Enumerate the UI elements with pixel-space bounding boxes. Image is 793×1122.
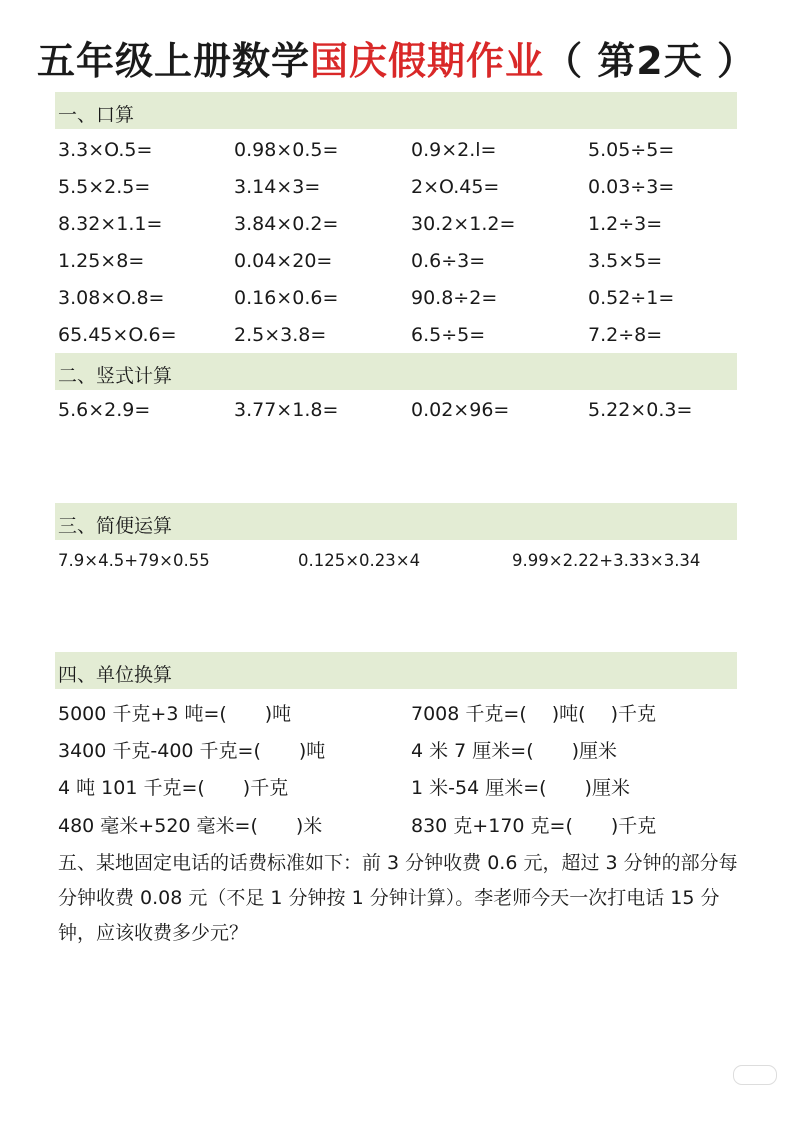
- simplify-item: 9.99×2.22+3.33×3.34: [512, 551, 701, 570]
- section-heading-vertical: 二、竖式计算: [58, 365, 173, 387]
- oral-row: [0, 287, 793, 323]
- oral-item: 2×O.45=: [411, 176, 500, 198]
- simplify-item: 7.9×4.5+79×0.55: [58, 551, 210, 570]
- units-item: 3400 千克-400 千克=( )吨: [58, 740, 326, 762]
- oral-item: 0.98×0.5=: [234, 139, 339, 161]
- oral-item: 0.52÷1=: [588, 287, 675, 309]
- oral-item: 0.03÷3=: [588, 176, 675, 198]
- watermark-badge: [733, 1065, 777, 1085]
- word-problem: 五、某地固定电话的话费标准如下：前 3 分钟收费 0.6 元，超过 3 分钟的部分每分钟收费 0.08 元（不足 1 分钟按 1 分钟计算）。李老师今天一次打电话 15 分钟，应该收费多少元？: [58, 852, 738, 944]
- oral-item: 3.5×5=: [588, 250, 663, 272]
- oral-item: 0.04×20=: [234, 250, 333, 272]
- oral-item: 3.08×O.8=: [58, 287, 165, 309]
- vertical-item: 5.6×2.9=: [58, 399, 151, 421]
- vertical-item: 3.77×1.8=: [234, 399, 339, 421]
- units-row: [0, 699, 793, 735]
- oral-item: 90.8÷2=: [411, 287, 498, 309]
- title-red: 国庆假期作业: [310, 39, 545, 83]
- units-item: 1 米-54 厘米=( )厘米: [411, 777, 630, 799]
- oral-item: 2.5×3.8=: [234, 324, 327, 346]
- oral-item: 3.84×0.2=: [234, 213, 339, 235]
- oral-item: 6.5÷5=: [411, 324, 486, 346]
- section-bar-oral: [55, 92, 737, 129]
- units-row: [0, 773, 793, 809]
- oral-item: 5.5×2.5=: [58, 176, 151, 198]
- units-item: 7008 千克=( )吨( )千克: [411, 703, 657, 725]
- page-title: [0, 30, 793, 85]
- oral-item: 7.2÷8=: [588, 324, 663, 346]
- units-item: 5000 千克+3 吨=( )吨: [58, 703, 292, 725]
- section-heading-units: 四、单位换算: [58, 664, 173, 686]
- title-suffix: （ 第2天 ）: [544, 39, 756, 83]
- section-heading-oral: 一、口算: [58, 104, 135, 126]
- title-black: 五年级上册数学: [37, 39, 311, 83]
- units-item: 830 克+170 克=( )千克: [411, 815, 657, 837]
- units-item: 4 吨 101 千克=( )千克: [58, 777, 289, 799]
- simplify-row: [0, 551, 793, 587]
- vertical-item: 0.02×96=: [411, 399, 510, 421]
- oral-row: [0, 213, 793, 249]
- oral-item: 5.05÷5=: [588, 139, 675, 161]
- vertical-item: 5.22×0.3=: [588, 399, 693, 421]
- oral-item: 0.6÷3=: [411, 250, 486, 272]
- oral-item: 0.9×2.l=: [411, 139, 497, 161]
- oral-item: 30.2×1.2=: [411, 213, 516, 235]
- units-item: 480 毫米+520 毫米=( )米: [58, 815, 323, 837]
- oral-row: [0, 139, 793, 175]
- oral-row: [0, 176, 793, 212]
- section-heading-simplify: 三、简便运算: [58, 515, 173, 537]
- oral-item: 1.25×8=: [58, 250, 145, 272]
- oral-item: 1.2÷3=: [588, 213, 663, 235]
- oral-item: 0.16×0.6=: [234, 287, 339, 309]
- units-row: [0, 811, 793, 847]
- units-row: [0, 736, 793, 772]
- oral-item: 3.14×3=: [234, 176, 321, 198]
- vertical-row: [0, 399, 793, 435]
- oral-row: [0, 250, 793, 286]
- oral-item: 8.32×1.1=: [58, 213, 163, 235]
- oral-item: 65.45×O.6=: [58, 324, 177, 346]
- oral-item: 3.3×O.5=: [58, 139, 153, 161]
- units-item: 4 米 7 厘米=( )厘米: [411, 740, 618, 762]
- simplify-item: 0.125×0.23×4: [298, 551, 421, 570]
